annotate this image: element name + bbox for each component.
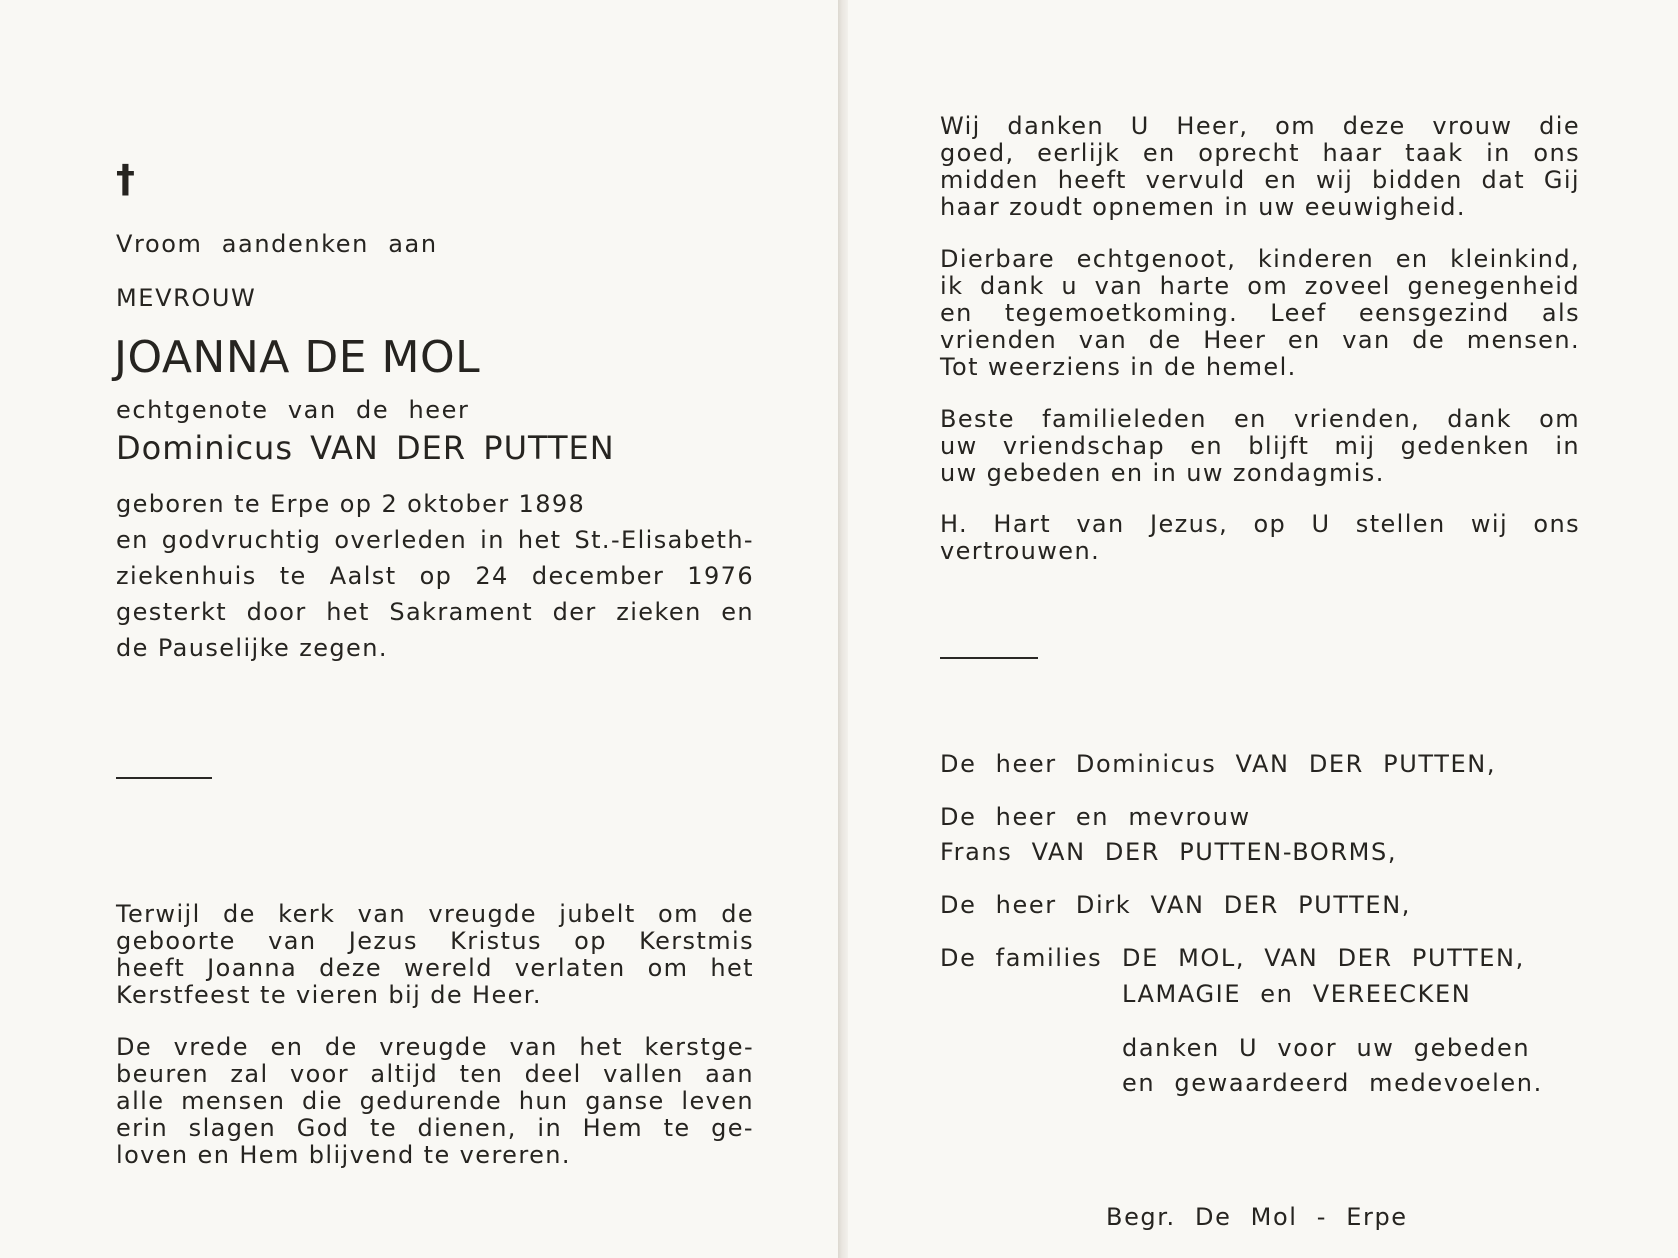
paragraph-thanks-lord xyxy=(940,112,1580,220)
text-line: Dierbare echtgenoot, kinderen en kleinkind, xyxy=(940,245,1580,273)
divider xyxy=(116,777,212,779)
text-line: De vrede en de vreugde van het kerstge- xyxy=(116,1033,754,1061)
text-line: Kerstfeest te vieren bij de Heer. xyxy=(116,981,542,1009)
text-line: beuren zal voor altijd ten deel vallen aan xyxy=(116,1060,754,1088)
bio-line: gesterkt door het Sakrament der zieken en xyxy=(116,598,754,626)
text-line: erin slagen God te dienen, in Hem te ge- xyxy=(116,1114,754,1142)
family-member: De heer Dominicus VAN DER PUTTEN, xyxy=(940,750,1497,778)
text-line: uw gebeden en in uw zondagmis. xyxy=(940,459,1385,487)
bio-line: en godvruchtig overleden in het St.-Elisabeth- xyxy=(116,526,754,554)
biography xyxy=(116,490,754,670)
paragraph-family xyxy=(940,245,1580,380)
family-member: De heer en mevrouw xyxy=(940,803,1251,831)
text-line: haar zoudt opnemen in uw eeuwigheid. xyxy=(940,193,1466,221)
bio-line: de Pauselijke zegen. xyxy=(116,634,388,662)
families-names: LAMAGIE en VEREECKEN xyxy=(1122,980,1472,1008)
text-line: Tot weerziens in de hemel. xyxy=(940,353,1297,381)
paragraph-peace xyxy=(116,1033,754,1168)
spouse-intro: echtgenote van de heer xyxy=(116,396,470,424)
title-text: MEVROUW xyxy=(116,284,257,312)
divider xyxy=(940,657,1038,659)
bio-line: geboren te Erpe op 2 oktober 1898 xyxy=(116,490,586,518)
thanks-line: en gewaardeerd medevoelen. xyxy=(1122,1069,1543,1097)
text-line: Terwijl de kerk van vreugde jubelt om de xyxy=(116,900,754,928)
bio-line: ziekenhuis te Aalst op 24 december 1976 xyxy=(116,562,754,590)
card-fold xyxy=(838,0,848,1258)
cross-icon: † xyxy=(116,157,135,201)
paragraph-prayer xyxy=(940,510,1580,564)
text-line: uw vriendschap en blijft mij gedenken in xyxy=(940,432,1580,460)
paragraph-christmas xyxy=(116,900,754,1008)
families-label: De families xyxy=(940,944,1103,972)
text-line: Wij danken U Heer, om deze vrouw die xyxy=(940,112,1580,140)
text-line: midden heeft vervuld en wij bidden dat Gij xyxy=(940,166,1580,194)
family-member: Frans VAN DER PUTTEN-BORMS, xyxy=(940,838,1398,866)
text-line: geboorte van Jezus Kristus op Kerstmis xyxy=(116,927,754,955)
intro-text: Vroom aandenken aan xyxy=(116,230,438,258)
text-line: Beste familieleden en vrienden, dank om xyxy=(940,405,1580,433)
deceased-name: JOANNA DE MOL xyxy=(114,332,481,383)
families-names: DE MOL, VAN DER PUTTEN, xyxy=(1122,944,1525,972)
text-line: en tegemoetkoming. Leef eensgezind als xyxy=(940,299,1580,327)
text-line: goed, eerlijk en oprecht haar taak in ons xyxy=(940,139,1580,167)
text-line: loven en Hem blijvend te vereren. xyxy=(116,1141,571,1169)
undertaker-credit: Begr. De Mol - Erpe xyxy=(1106,1203,1408,1231)
text-line: ik dank u van harte om zoveel genegenheid xyxy=(940,272,1580,300)
text-line: H. Hart van Jezus, op U stellen wij ons xyxy=(940,510,1580,538)
text-line: vrienden van de Heer en van de mensen. xyxy=(940,326,1580,354)
family-member: De heer Dirk VAN DER PUTTEN, xyxy=(940,891,1411,919)
text-line: alle mensen die gedurende hun ganse leven xyxy=(116,1087,754,1115)
thanks-line: danken U voor uw gebeden xyxy=(1122,1034,1531,1062)
text-line: vertrouwen. xyxy=(940,537,1101,565)
text-line: heeft Joanna deze wereld verlaten om het xyxy=(116,954,754,982)
paragraph-friends xyxy=(940,405,1580,486)
spouse-name: Dominicus VAN DER PUTTEN xyxy=(116,429,615,467)
